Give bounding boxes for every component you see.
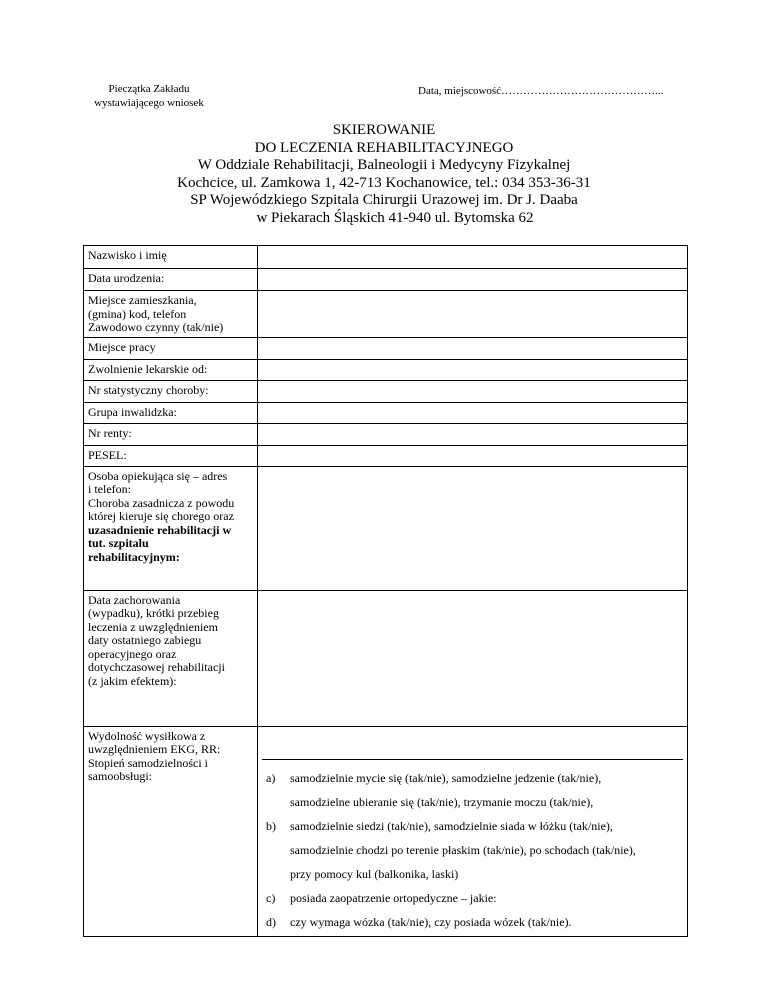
selfcare-text: czy wymaga wózka (tak/nie), czy posiada wózek (tak/nie). [290,914,572,929]
field-sick-leave[interactable] [258,359,688,380]
form-row-workplace [84,337,688,359]
selfcare-text: samodzielne ubieranie się (tak/nie), trzymanie moczu (tak/nie), [290,794,594,809]
label-sick-leave: Zwolnienie lekarskie od: [84,359,258,380]
selfcare-text: posiada zaopatrzenie ortopedyczne – jakie: [290,890,497,905]
field-exercise-selfcare[interactable] [258,726,688,936]
selfcare-text: samodzielnie mycie się (tak/nie), samodzielne jedzenie (tak/nie), [290,770,602,785]
form-row-birth [84,269,688,291]
selfcare-item [266,886,683,910]
label-birth-date: Data urodzenia: [84,269,258,291]
label-history-line-5: operacyjnego oraz [88,646,177,661]
referral-form-table [83,245,688,937]
label-disease-bold-3: rehabilitacyjnym: [88,549,180,564]
field-pension-no[interactable] [258,423,688,445]
label-exercise-line-1: Wydolność wysiłkowa z [88,728,206,743]
label-residence-line-1: Miejsce zamieszkania, [88,293,197,307]
selfcare-letter: b) [266,818,276,833]
form-row-residence [84,291,688,338]
heading-hospital-address: w Piekarach Śląskich 41-940 ul. Bytomska 62 [256,209,534,226]
selfcare-item [266,838,683,862]
label-selfcare-line-2: samoobsługi: [88,769,153,783]
label-name: Nazwisko i imię [84,246,258,269]
field-pesel[interactable] [258,445,688,466]
label-stat-no: Nr statystyczny choroby: [84,380,258,402]
heading-hospital: SP Wojewódzkiego Szpitala Chirurgii Urazowej im. Dr J. Daaba [190,192,578,208]
label-selfcare-line-1: Stopień samodzielności i [88,755,208,770]
form-row-pension-no [84,423,688,445]
label-disease-line-1: Choroba zasadnicza z powodu [88,495,235,510]
label-guardian-line-1: Osoba opiekująca się – adres [88,468,228,483]
selfcare-letter: c) [266,890,276,905]
field-birth-date[interactable] [258,269,688,291]
label-disability-group: Grupa inwalidzka: [84,402,258,423]
label-exercise-line-2: uwzględnieniem EKG, RR: [88,742,221,756]
institution-stamp-label [84,82,214,110]
label-guardian-disease [84,466,258,590]
selfcare-letter [266,862,290,886]
label-exercise-selfcare [84,726,258,936]
selfcare-item [266,910,683,934]
heading-title: SKIEROWANIE [332,122,436,138]
label-workplace: Miejsce pracy [84,337,258,359]
heading-subtitle: DO LECZENIA REHABILITACYJNEGO [254,139,514,156]
field-exercise[interactable] [262,730,683,760]
date-place-field[interactable]: Data, miejscowość……………………………………... [418,85,664,97]
selfcare-letter [266,838,290,862]
field-name[interactable] [258,246,688,269]
form-row-pesel [84,445,688,466]
label-history [84,590,258,726]
field-stat-no[interactable] [258,380,688,402]
label-guardian-line-2: i telefon: [88,482,131,496]
selfcare-item [266,766,683,790]
label-disease-bold-1: uzasadnienie rehabilitacji w [88,522,232,537]
stamp-line-2: wystawiającego wniosek [94,97,204,109]
selfcare-letter [266,790,290,814]
form-row-exercise-selfcare [84,726,688,936]
heading-address: Kochcice, ul. Zamkowa 1, 42-713 Kochanowice, tel.: 034 353-36-31 [177,174,591,191]
label-pension-no: Nr renty: [84,423,258,445]
form-row-sick-leave [84,359,688,380]
selfcare-list [262,760,683,934]
selfcare-item [266,790,683,814]
label-pesel: PESEL: [84,445,258,466]
field-disability-group[interactable] [258,402,688,423]
label-history-line-1: Data zachorowania [88,592,181,607]
selfcare-text: samodzielnie chodzi po terenie płaskim (tak/nie), po schodach (tak/nie), [290,842,636,857]
label-disease-bold-2: tut. szpitalu [88,536,149,550]
document-heading [0,122,768,227]
form-row-history [84,590,688,726]
label-residence-line-2: (gmina) kod, telefon [88,306,187,321]
stamp-line-1: Pieczątka Zakładu [108,83,190,95]
field-workplace[interactable] [258,337,688,359]
selfcare-text: przy pomocy kul (balkonika, laski) [290,866,459,881]
field-residence[interactable] [258,291,688,338]
form-row-stat-no [84,380,688,402]
label-history-line-2: (wypadku), krótki przebieg [88,606,219,620]
form-row-name [84,246,688,269]
heading-department: W Oddziale Rehabilitacji, Balneologii i Medycyny Fizykalnej [197,157,571,173]
label-history-line-4: daty ostatniego zabiegu [88,633,202,647]
selfcare-letter: d) [266,914,276,929]
label-residence [84,291,258,338]
selfcare-item [266,814,683,838]
field-history[interactable] [258,590,688,726]
selfcare-item [266,862,683,886]
label-history-line-6: dotychczasowej rehabilitacji [88,660,225,674]
label-employed: Zawodowo czynny (tak/nie) [88,320,224,334]
field-guardian-disease[interactable] [258,466,688,590]
label-history-line-7: (z jakim efektem): [88,673,177,688]
label-history-line-3: leczenia z uwzględnieniem [88,619,218,634]
form-row-guardian-disease [84,466,688,590]
selfcare-letter: a) [266,770,276,785]
selfcare-text: samodzielnie siedzi (tak/nie), samodzielnie siada w łóżku (tak/nie), [290,818,613,833]
form-row-disability-group [84,402,688,423]
label-disease-line-2: której kieruje się chorego oraz [88,509,234,523]
